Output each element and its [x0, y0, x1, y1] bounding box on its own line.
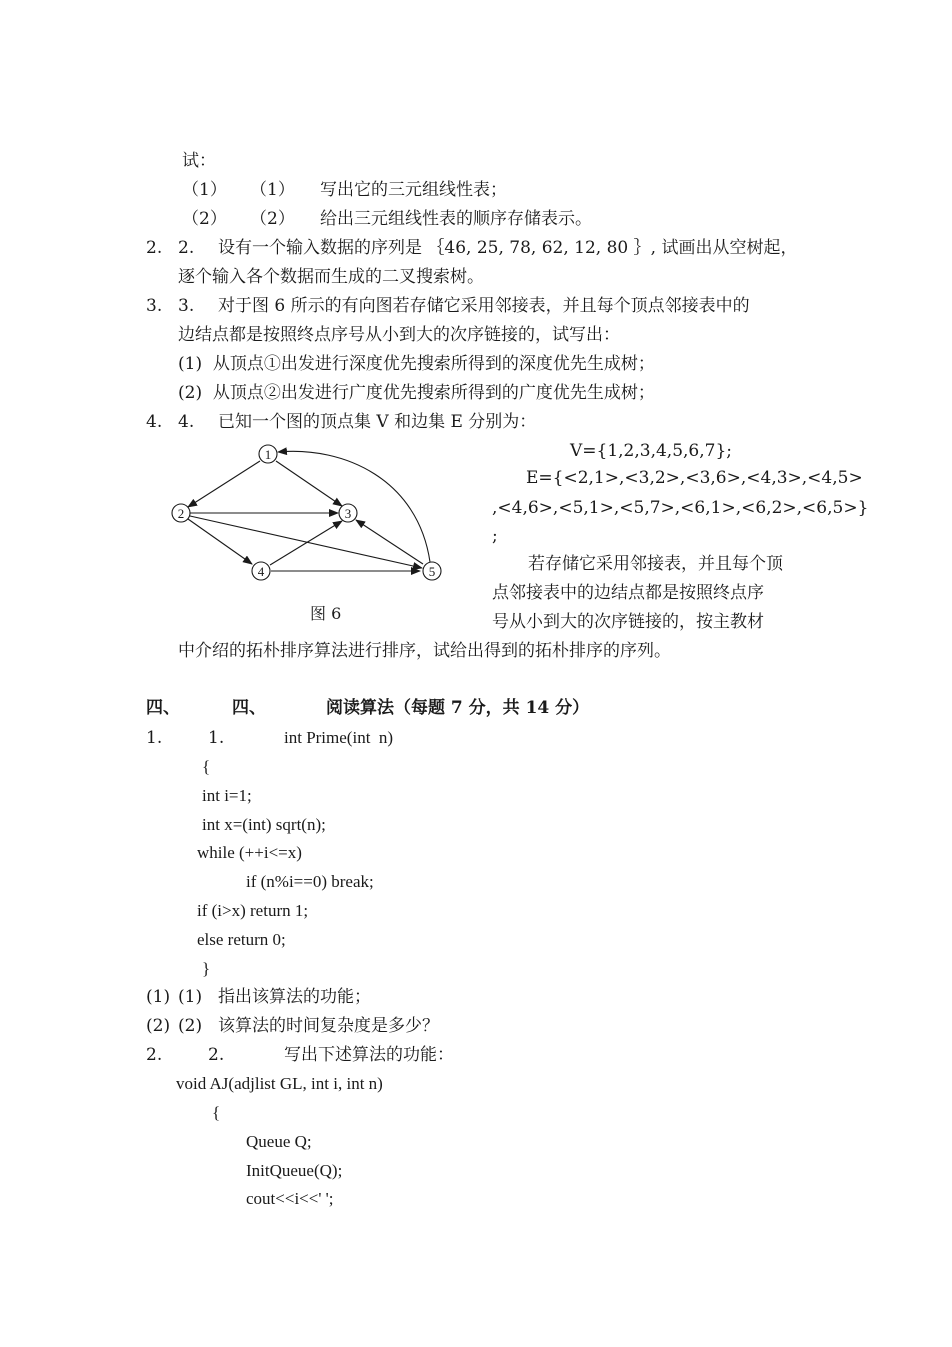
item-number: (1)	[146, 987, 171, 1007]
code-line: if (i>x) return 1;	[197, 901, 309, 920]
graph-node-4	[252, 562, 270, 580]
graph-node-5	[423, 562, 441, 580]
section-title: 阅读算法（每题 7 分，共 14 分）	[326, 698, 590, 718]
graph-node-1	[259, 445, 277, 463]
question-text: 逐个输入各个数据而生成的二叉搜索树。	[178, 267, 484, 287]
section-number: 四、	[146, 698, 180, 718]
code-line: int Prime(int n)	[284, 728, 394, 747]
item-number: （1）	[182, 180, 227, 200]
svg-text:5: 5	[428, 564, 436, 579]
question-number: 1.	[208, 728, 225, 748]
edge-set: E={<2,1>,<3,2>,<3,6>,<4,3>,<4,5>	[526, 468, 863, 488]
question-number: 2.	[178, 238, 195, 258]
question-text: 该算法的时间复杂度是多少？	[218, 1016, 439, 1036]
code-line: int i=1;	[202, 786, 252, 805]
question-text: 对于图 6 所示的有向图若存储它采用邻接表，并且每个顶点邻接表中的	[218, 296, 750, 316]
code-line: cout<<i<<' ';	[246, 1189, 334, 1208]
figure-caption: 图 6	[310, 604, 342, 623]
edge-1-3	[276, 461, 342, 506]
code-line: if (n%i==0) break;	[246, 872, 374, 891]
edge-1-2	[188, 461, 260, 507]
question-text: 边结点都是按照终点序号从小到大的次序链接的，试写出：	[178, 325, 620, 345]
graph-node-2	[172, 504, 190, 522]
code-line: else return 0;	[197, 930, 286, 949]
code-line: {	[202, 757, 211, 776]
item-number: (2)	[146, 1016, 171, 1036]
svg-text:1: 1	[264, 447, 272, 462]
edge-set: ,<4,6>,<5,1>,<5,7>,<6,1>,<6,2>,<6,5>}	[492, 498, 869, 518]
question-number: 4.	[146, 412, 163, 432]
question-text: 给出三元组线性表的顺序存储表示。	[320, 209, 592, 229]
question-text: 写出下述算法的功能：	[284, 1045, 454, 1065]
question-text: 中介绍的拓朴排序算法进行排序，试给出得到的拓朴排序的序列。	[178, 641, 671, 661]
edge-set: ;	[492, 526, 498, 546]
item-number: （2）	[182, 209, 227, 229]
code-line: while (++i<=x)	[197, 843, 302, 862]
question-text: 指出该算法的功能；	[218, 987, 371, 1007]
edge-5-3	[356, 520, 423, 564]
section-number: 四、	[232, 698, 266, 718]
directed-graph-figure	[160, 440, 460, 590]
question-text: 号从小到大的次序链接的，按主教材	[492, 612, 764, 632]
question-text: 若存储它采用邻接表，并且每个顶	[528, 554, 783, 574]
svg-text:2: 2	[177, 506, 185, 521]
question-number: 2.	[146, 1045, 163, 1065]
question-number: 3.	[178, 296, 195, 316]
question-number: 3.	[146, 296, 163, 316]
edge-2-5	[190, 516, 422, 568]
code-line: InitQueue(Q);	[246, 1161, 343, 1180]
question-text: 写出它的三元组线性表；	[320, 180, 507, 200]
code-line: void AJ(adjlist GL, int i, int n)	[176, 1074, 383, 1093]
item-number: (2)	[178, 1016, 203, 1036]
graph-node-3	[339, 504, 357, 522]
code-line: {	[212, 1103, 221, 1122]
svg-text:4: 4	[257, 564, 265, 579]
item-number: (1)	[178, 987, 203, 1007]
question-text: (1) 从顶点①出发进行深度优先搜索所得到的深度优先生成树；	[178, 354, 655, 374]
question-number: 2.	[208, 1045, 225, 1065]
code-line: int x=(int) sqrt(n);	[202, 815, 326, 834]
edge-2-4	[188, 519, 252, 564]
vertex-set: V={1,2,3,4,5,6,7};	[570, 441, 733, 461]
question-text: 点邻接表中的边结点都是按照终点序	[492, 583, 764, 603]
question-text: 已知一个图的顶点集 V 和边集 E 分别为：	[218, 412, 537, 432]
code-line: }	[202, 959, 211, 978]
intro-text: 试：	[182, 151, 216, 171]
item-number: （2）	[250, 209, 295, 229]
question-number: 2.	[146, 238, 163, 258]
svg-text:3: 3	[344, 506, 352, 521]
edge-4-3	[270, 521, 342, 565]
code-line: Queue Q;	[246, 1132, 312, 1151]
question-number: 1.	[146, 728, 163, 748]
question-number: 4.	[178, 412, 195, 432]
question-text: (2) 从顶点②出发进行广度优先搜索所得到的广度优先生成树；	[178, 383, 655, 403]
item-number: （1）	[250, 180, 295, 200]
question-text: 设有一个输入数据的序列是 ｛46, 25, 78, 62, 12, 80 ｝, 试画出从空树起，	[218, 238, 798, 258]
